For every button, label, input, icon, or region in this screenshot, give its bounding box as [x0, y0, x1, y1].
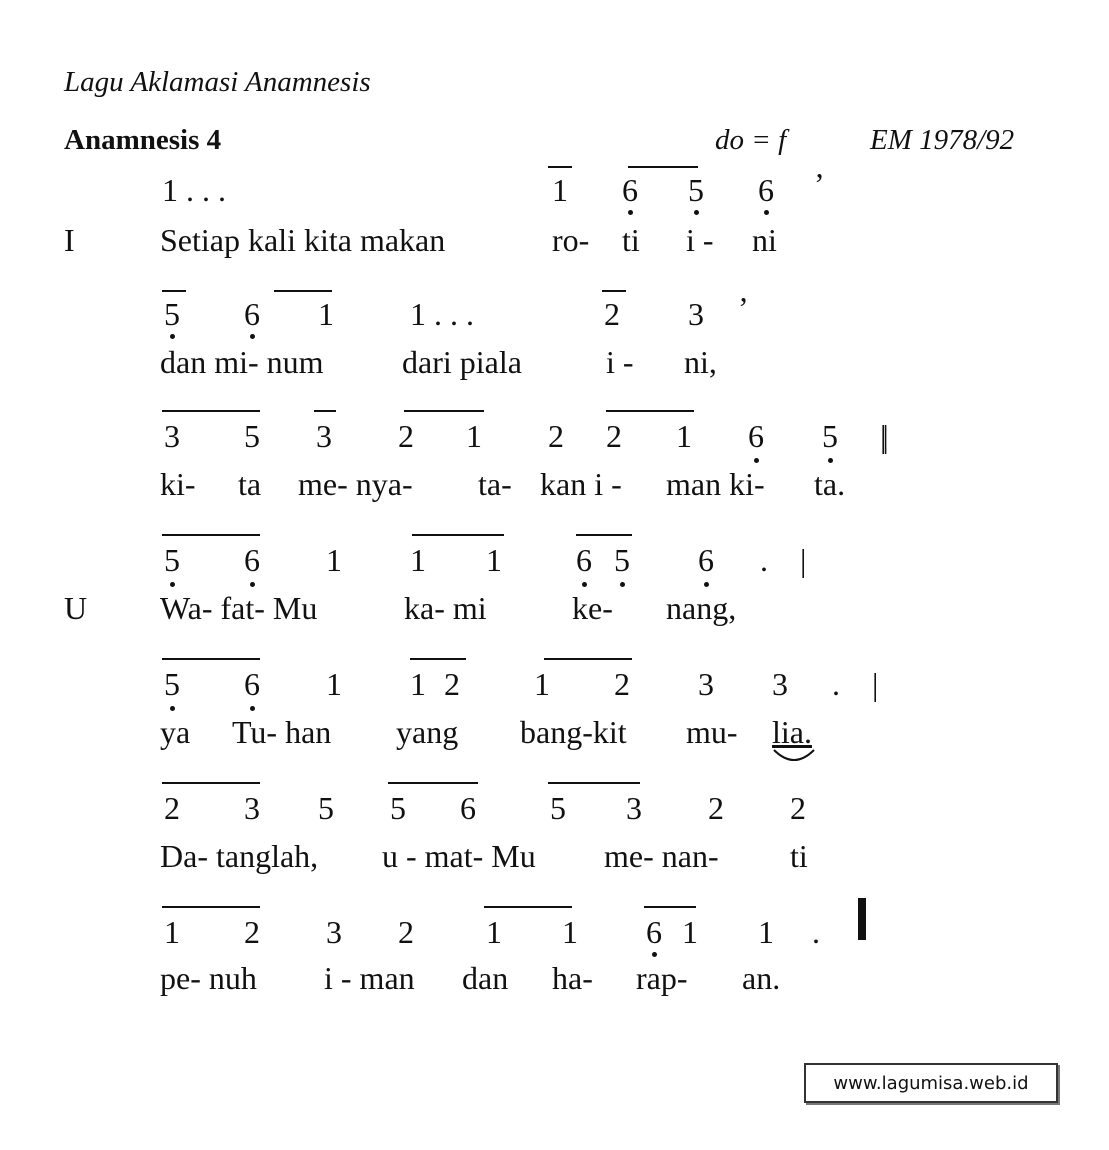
note: 2	[444, 666, 460, 702]
note: 2	[398, 914, 414, 950]
lower-octave-dot	[250, 582, 255, 587]
note: 6	[576, 542, 592, 578]
marker-imam: I	[64, 222, 75, 258]
beam	[410, 658, 466, 660]
lower-octave-dot	[828, 458, 833, 463]
beam	[548, 166, 572, 168]
note: 3	[316, 418, 332, 454]
lyric: dan	[462, 960, 509, 996]
beam	[162, 534, 260, 536]
note: 5	[244, 418, 260, 454]
lower-octave-dot	[704, 582, 709, 587]
watermark-link[interactable]: www.lagumisa.web.id	[804, 1063, 1058, 1103]
slur-mark	[772, 748, 816, 766]
lyric: ni,	[684, 344, 717, 380]
beam	[388, 782, 478, 784]
beam	[544, 658, 632, 660]
note: 1 . . .	[410, 296, 474, 332]
note: 6	[244, 542, 260, 578]
note: 1 . . .	[162, 172, 226, 208]
lower-octave-dot	[628, 210, 633, 215]
lower-octave-dot	[250, 334, 255, 339]
note: 5	[688, 172, 704, 208]
note-dot: .	[760, 542, 768, 578]
lyric: ta	[238, 466, 262, 502]
note: 1	[534, 666, 550, 702]
note: 5	[822, 418, 838, 454]
note: 5	[164, 666, 180, 702]
lower-octave-dot	[170, 582, 175, 587]
note: 2	[164, 790, 180, 826]
breath-mark: ’	[814, 166, 825, 202]
note: 1	[164, 914, 180, 950]
note: 6	[622, 172, 638, 208]
beam	[576, 534, 632, 536]
note: 2	[398, 418, 414, 454]
note: 5	[390, 790, 406, 826]
note: 6	[244, 296, 260, 332]
lyric: yang	[396, 714, 459, 750]
lyric: i -	[686, 222, 714, 258]
lyric: rap-	[636, 960, 688, 996]
note: 1	[326, 666, 342, 702]
song-subtitle: Anamnesis 4	[64, 124, 222, 156]
double-barline: ||	[880, 418, 885, 454]
note: 5	[318, 790, 334, 826]
lyric: Tu- han	[232, 714, 332, 750]
lyric: nang,	[666, 590, 737, 626]
lower-octave-dot	[170, 334, 175, 339]
note: 3	[626, 790, 642, 826]
breath-mark: ’	[738, 290, 749, 326]
note-dot: .	[812, 914, 820, 950]
note: 1	[682, 914, 698, 950]
lyric: ni	[752, 222, 777, 258]
lyric: ro-	[552, 222, 590, 258]
lower-octave-dot	[250, 706, 255, 711]
beam	[548, 782, 640, 784]
beam	[162, 290, 186, 292]
lyric: dan mi- num	[160, 344, 324, 380]
note: 3	[698, 666, 714, 702]
note: 1	[552, 172, 568, 208]
lower-octave-dot	[582, 582, 587, 587]
beam	[412, 534, 504, 536]
lyric: an.	[742, 960, 781, 996]
note: 2	[606, 418, 622, 454]
lyric: ki-	[160, 466, 196, 502]
lyric: ka- mi	[404, 590, 487, 626]
note: 1	[486, 542, 502, 578]
note: 1	[676, 418, 692, 454]
note: 1	[318, 296, 334, 332]
lyric: i -	[606, 344, 634, 380]
note: 1	[758, 914, 774, 950]
lyric: ha-	[552, 960, 593, 996]
note: 3	[772, 666, 788, 702]
note: 3	[164, 418, 180, 454]
lyric: ke-	[572, 590, 613, 626]
note: 3	[326, 914, 342, 950]
note: 6	[698, 542, 714, 578]
note: 6	[646, 914, 662, 950]
beam	[162, 410, 260, 412]
note: 5	[614, 542, 630, 578]
note: 1	[326, 542, 342, 578]
lower-octave-dot	[764, 210, 769, 215]
beam	[274, 290, 332, 292]
note: 6	[758, 172, 774, 208]
note: 2	[708, 790, 724, 826]
note: 6	[244, 666, 260, 702]
lyric: kan i -	[540, 466, 622, 502]
beam	[162, 658, 260, 660]
beam	[606, 410, 694, 412]
lyric: bang-kit	[520, 714, 627, 750]
lyric: ti	[622, 222, 640, 258]
barline: |	[800, 542, 807, 578]
beam	[484, 906, 572, 908]
note: 2	[244, 914, 260, 950]
lyric: me- nya-	[298, 466, 413, 502]
lyric: dari piala	[402, 344, 522, 380]
note: 2	[604, 296, 620, 332]
note: 3	[244, 790, 260, 826]
note: 5	[164, 296, 180, 332]
lyric: i - man	[324, 960, 415, 996]
lyric: Setiap kali kita makan	[160, 222, 446, 258]
note: 1	[410, 666, 426, 702]
lyric: ti	[790, 838, 808, 874]
lyric: Wa- fat- Mu	[160, 590, 318, 626]
note: 6	[460, 790, 476, 826]
song-title: Lagu Aklamasi Anamnesis	[64, 66, 371, 98]
note: 1	[486, 914, 502, 950]
beam	[628, 166, 698, 168]
note: 2	[614, 666, 630, 702]
lyric-slurred: lia.	[772, 714, 812, 750]
lyric: ya	[160, 714, 191, 750]
lyric: man ki-	[666, 466, 765, 502]
beam	[314, 410, 336, 412]
beam	[644, 906, 696, 908]
lyric: Da- tanglah,	[160, 838, 319, 874]
lower-octave-dot	[694, 210, 699, 215]
note: 1	[410, 542, 426, 578]
note: 5	[550, 790, 566, 826]
barline: |	[872, 666, 879, 702]
marker-umat: U	[64, 590, 88, 626]
lyric: u - mat- Mu	[382, 838, 536, 874]
beam	[162, 906, 260, 908]
lyric: pe- nuh	[160, 960, 257, 996]
lower-octave-dot	[170, 706, 175, 711]
lower-octave-dot	[754, 458, 759, 463]
lyric: ta.	[814, 466, 846, 502]
lower-octave-dot	[652, 952, 657, 957]
key-signature: do = f	[715, 124, 787, 156]
beam	[162, 782, 260, 784]
note: 5	[164, 542, 180, 578]
lower-octave-dot	[620, 582, 625, 587]
note: 2	[548, 418, 564, 454]
beam	[602, 290, 626, 292]
note: 3	[688, 296, 704, 332]
note: 1	[562, 914, 578, 950]
beam	[404, 410, 484, 412]
lyric: ta-	[478, 466, 512, 502]
lyric: mu-	[686, 714, 738, 750]
note: 2	[790, 790, 806, 826]
note: 1	[466, 418, 482, 454]
lyric: me- nan-	[604, 838, 719, 874]
reference-code: EM 1978/92	[870, 124, 1015, 156]
final-barline	[858, 898, 866, 940]
note: 6	[748, 418, 764, 454]
note-dot: .	[832, 666, 840, 702]
